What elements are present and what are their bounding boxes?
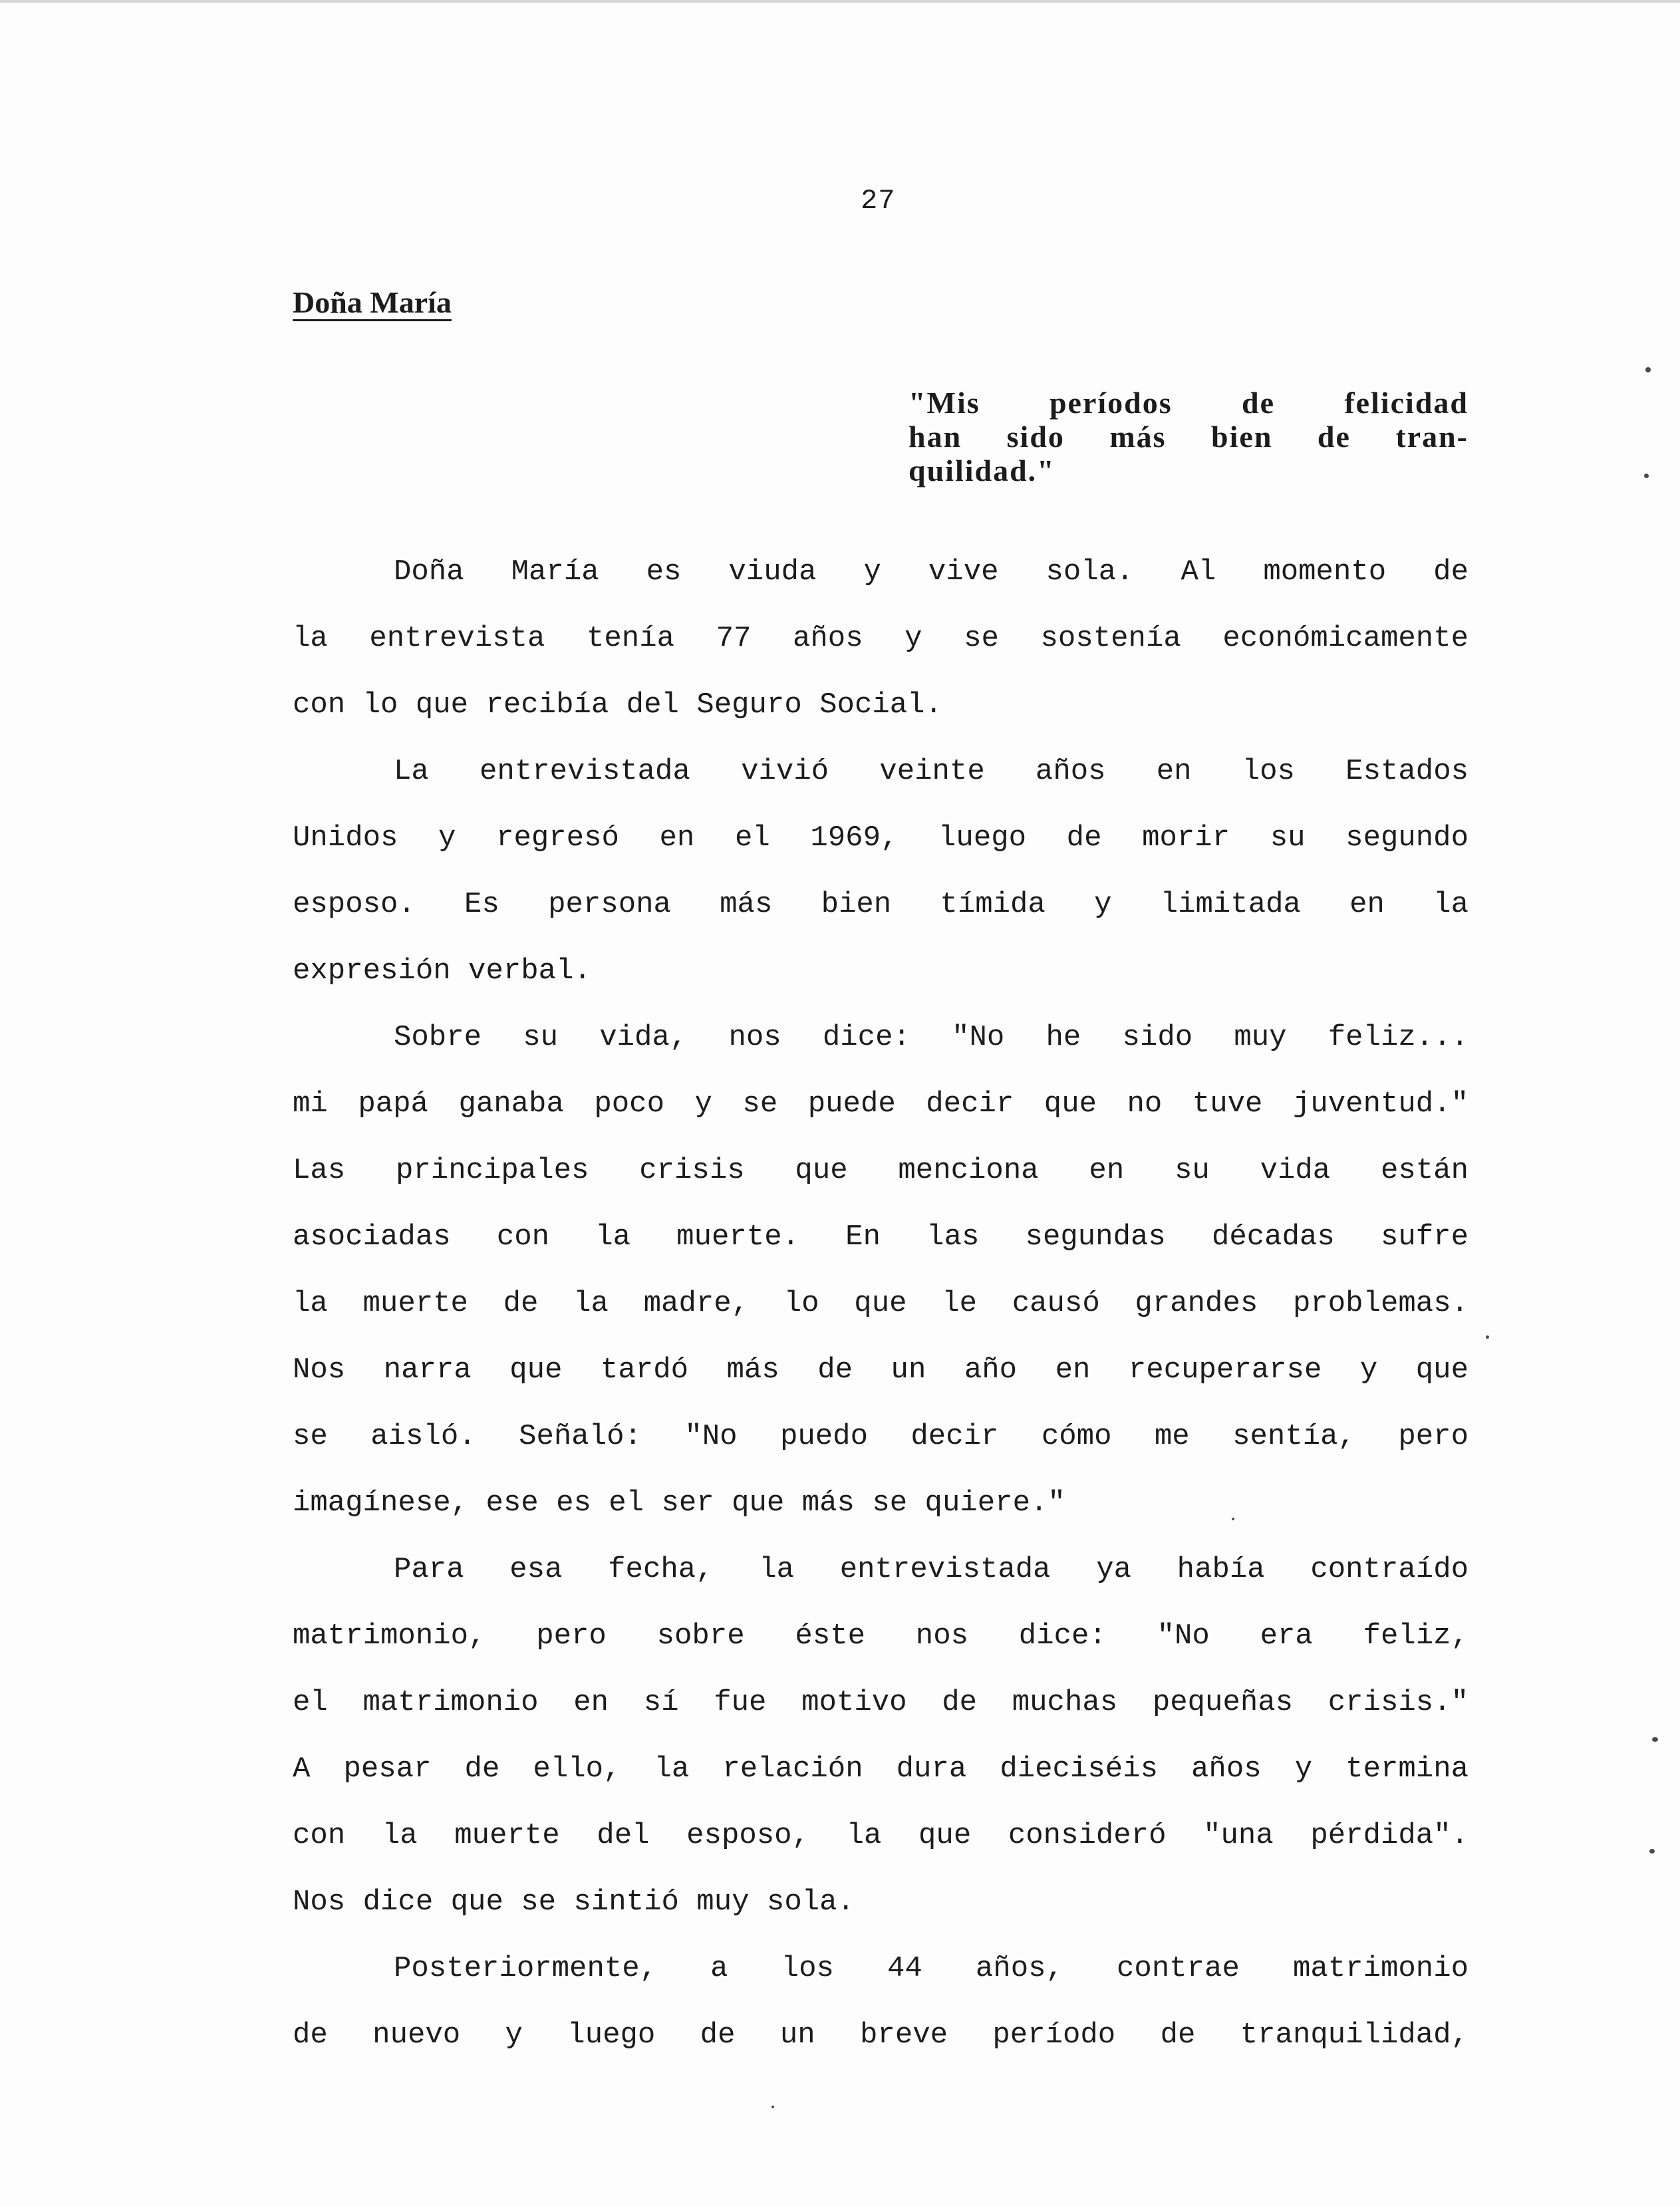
scan-top-edge bbox=[0, 0, 1680, 3]
text-line: Doña María es viuda y vive sola. Al momento de bbox=[394, 555, 1469, 589]
text-line: Las principales crisis que menciona en su vida están bbox=[293, 1154, 1469, 1187]
text-line: la muerte de la madre, lo que le causó grandes problemas. bbox=[293, 1287, 1469, 1320]
text-line: con lo que recibía del Seguro Social. bbox=[293, 688, 942, 722]
text-line: matrimonio, pero sobre éste nos dice: "No era feliz, bbox=[293, 1619, 1469, 1653]
text-line: Posteriormente, a los 44 años, contrae matrimonio bbox=[394, 1952, 1469, 1985]
text-line: imagínese, ese es el ser que más se quiere." bbox=[293, 1486, 1065, 1520]
body-text bbox=[293, 551, 1469, 2080]
epigraph-quote bbox=[909, 386, 1469, 487]
text-line: A pesar de ello, la relación dura dieciséis años y termina bbox=[293, 1752, 1469, 1786]
text-line: expresión verbal. bbox=[293, 954, 591, 988]
scan-speck bbox=[1649, 1849, 1655, 1854]
scan-speck bbox=[1652, 1737, 1658, 1742]
text-line: Para esa fecha, la entrevistada ya había contraído bbox=[394, 1553, 1469, 1586]
scan-speck bbox=[1486, 1335, 1489, 1339]
scan-speck bbox=[771, 2106, 774, 2108]
text-line: la entrevista tenía 77 años y se sostenía económicamente bbox=[293, 622, 1469, 655]
text-line: Nos narra que tardó más de un año en recuperarse y que bbox=[293, 1353, 1469, 1387]
epigraph-line: han sido más bien de tran- bbox=[909, 420, 1469, 454]
epigraph-line: "Mis períodos de felicidad bbox=[909, 386, 1469, 420]
scan-speck bbox=[1232, 1518, 1234, 1520]
section-title: Doña María bbox=[293, 285, 452, 319]
text-line: mi papá ganaba poco y se puede decir que no tuve juventud." bbox=[293, 1087, 1469, 1121]
text-line: esposo. Es persona más bien tímida y limitada en la bbox=[293, 888, 1469, 921]
text-line: se aisló. Señaló: "No puedo decir cómo me sentía, pero bbox=[293, 1420, 1469, 1453]
text-line: el matrimonio en sí fue motivo de muchas pequeñas crisis." bbox=[293, 1686, 1469, 1719]
scan-speck bbox=[1645, 367, 1651, 372]
scan-speck bbox=[1644, 474, 1649, 478]
text-line: La entrevistada vivió veinte años en los Estados bbox=[394, 755, 1469, 788]
page-number: 27 bbox=[861, 185, 896, 217]
text-line: Nos dice que se sintió muy sola. bbox=[293, 1885, 855, 1919]
epigraph-line: quilidad." bbox=[909, 454, 1055, 487]
text-line: de nuevo y luego de un breve período de tranquilidad, bbox=[293, 2018, 1469, 2052]
text-line: con la muerte del esposo, la que consideró "una pérdida". bbox=[293, 1819, 1469, 1852]
text-line: asociadas con la muerte. En las segundas décadas sufre bbox=[293, 1220, 1469, 1254]
text-line: Unidos y regresó en el 1969, luego de morir su segundo bbox=[293, 821, 1469, 855]
text-line: Sobre su vida, nos dice: "No he sido muy feliz... bbox=[394, 1021, 1469, 1054]
